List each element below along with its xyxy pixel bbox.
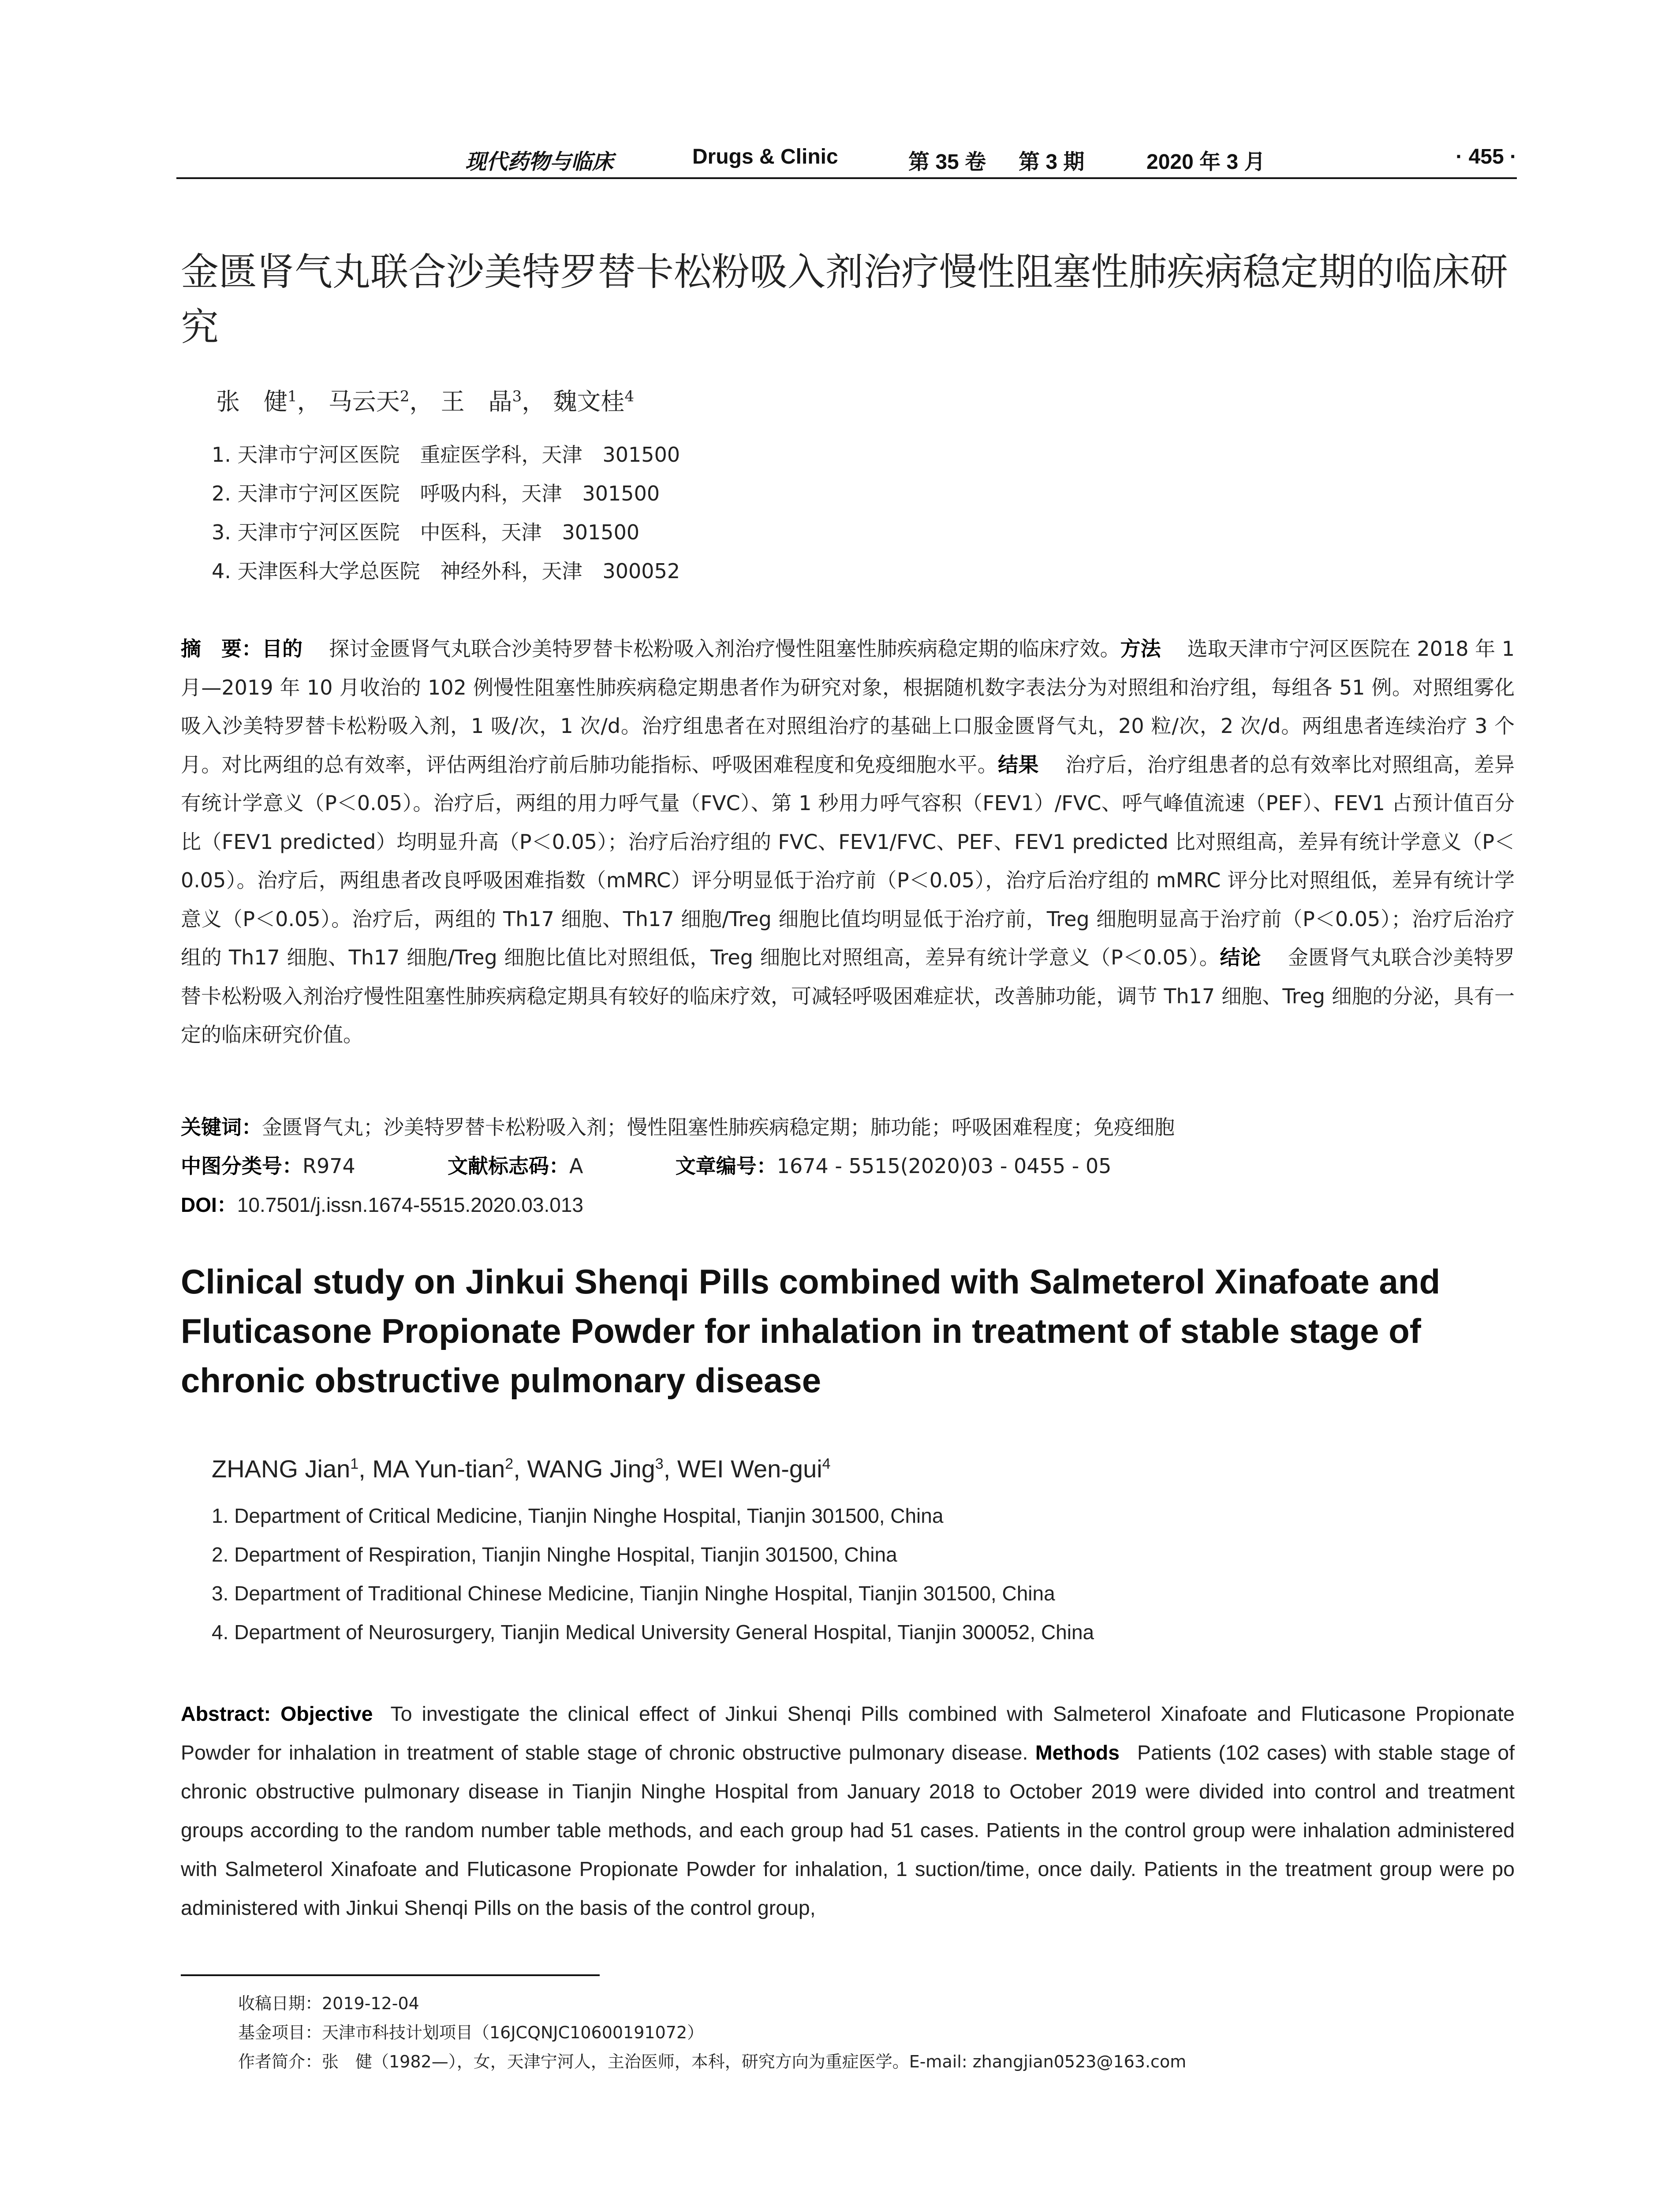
- methods-label: Methods: [1035, 1741, 1120, 1764]
- affiliation-en: 2. Department of Respiration, Tianjin Ninghe Hospital, Tianjin 301500, China: [212, 1543, 897, 1566]
- author-sup: 1: [350, 1455, 359, 1472]
- abstract-en: [181, 1694, 1515, 1927]
- objective-text: To investigate the clinical effect of Jinkui Shenqi Pills combined with Salmeterol Xinafoate and Fluticasone Propionate Powder for inhalation in treatment of stable stage of chronic obstructive pulmonary disease.: [181, 1702, 1515, 1764]
- doi-value: 10.7501/j.issn.1674-5515.2020.03.013: [237, 1193, 583, 1216]
- issue: 第 3 期: [1019, 150, 1085, 174]
- methods-text: 选取天津市宁河区医院在 2018 年 1 月—2019 年 10 月收治的 102 例慢性阻塞性肺疾病稳定期患者作为研究对象，根据随机数字表法分为对照组和治疗组，每组各 51 例。对照组雾化吸入沙美特罗替卡松粉吸入剂，1 吸/次，1 次/d。治疗组患者在对照组治疗的基础上口服金匮肾气丸，20 粒/次，2 次/d。两组患者连续治疗 3 个月。对比两组的总有效率，评估两组治疗前后肺功能指标、呼吸困难程度和免疫细胞水平。: [181, 637, 1515, 777]
- author-sup: 3: [512, 388, 522, 405]
- author-sup: 2: [399, 388, 410, 405]
- affiliation-cn: 1. 天津市宁河区医院 重症医学科，天津 301500: [212, 443, 680, 467]
- affiliation-cn: 4. 天津医科大学总医院 神经外科，天津 300052: [212, 559, 680, 583]
- author-sup: 2: [505, 1455, 514, 1472]
- author-sup: 4: [822, 1455, 831, 1472]
- keywords-text: 金匮肾气丸；沙美特罗替卡松粉吸入剂；慢性阻塞性肺疾病稳定期；肺功能；呼吸困难程度；免疫细胞: [262, 1115, 1175, 1139]
- clc-value: R974: [302, 1154, 355, 1178]
- author-name: 魏文桂: [553, 388, 625, 415]
- results-text: 治疗后，治疗组患者的总有效率比对照组高，差异有统计学意义（P＜0.05）。治疗后，两组的用力呼气量（FVC）、第 1 秒用力呼气容积（FEV1）/FVC、呼气峰值流速（PEF）、FEV1 占预计值百分比（FEV1 predicted）均明显升高（P＜0.05）；治疗后治疗组的 FVC、FEV1/FVC、PEF、FEV1 predicted 比对照组高，差异有统计学意义（P＜0.05）。治疗后，两组患者改良呼吸困难指数（mMRC）评分明显低于治疗前（P＜0.05），治疗后治疗组的 mMRC 评分比对照组低，差异有统计学意义（P＜0.05）。治疗后，两组的 Th17 细胞、Th17 细胞/Treg 细胞比值均明显低于治疗前，Treg 细胞明显高于治疗前（P＜0.05）；治疗后治疗组的 Th17 细胞、Th17 细胞/Treg 细胞比值比对照组低，Treg 细胞比对照组高，差异有统计学意义（P＜0.05）。: [181, 752, 1515, 969]
- footnote-author: 作者简介：张 健（1982—），女，天津宁河人，主治医师，本科，研究方向为重症医学。E-mail: zhangjian0523@163.com: [238, 2052, 1187, 2071]
- author-name: ZHANG Jian: [212, 1455, 351, 1483]
- journal-name-cn: 现代药物与临床: [465, 149, 614, 174]
- author-sup: 4: [624, 388, 635, 405]
- author-name: 张 健: [216, 388, 287, 415]
- article-title-en: Clinical study on Jinkui Shenqi Pills combined with Salmeterol Xinafoate and Fluticasone Propionate Powder for inhalation in treatment of stable stage of chronic obstructive pulmonary disease: [181, 1262, 1441, 1400]
- affiliation-en: 1. Department of Critical Medicine, Tianjin Ninghe Hospital, Tianjin 301500, China: [212, 1504, 944, 1527]
- abstract-cn: [181, 630, 1515, 1054]
- affiliation-cn: 3. 天津市宁河区医院 中医科，天津 301500: [212, 520, 640, 544]
- author-sup: 3: [655, 1455, 664, 1472]
- page-number: · 455 ·: [1456, 145, 1517, 168]
- conclusion-label: 结论: [1220, 946, 1262, 969]
- author-sup: 1: [287, 388, 297, 405]
- clc-label: 中图分类号：: [181, 1154, 302, 1178]
- article-title-cn: 金匮肾气丸联合沙美特罗替卡松粉吸入剂治疗慢性阻塞性肺疾病稳定期的临床研究: [181, 250, 1508, 349]
- affiliation-en: 3. Department of Traditional Chinese Medicine, Tianjin Ninghe Hospital, Tianjin 301500, China: [212, 1582, 1055, 1605]
- keywords-cn: [181, 1111, 1175, 1140]
- running-header: [176, 140, 1517, 176]
- keywords-label: 关键词：: [181, 1115, 262, 1139]
- author-name: WANG Jing: [527, 1455, 655, 1483]
- objective-label: 目的: [262, 637, 303, 661]
- objective-text: 探讨金匮肾气丸联合沙美特罗替卡松粉吸入剂治疗慢性阻塞性肺疾病稳定期的临床疗效。: [329, 637, 1120, 661]
- author-name: 王 晶: [441, 388, 512, 415]
- author-name: 马云天: [328, 388, 400, 415]
- doc-code-value: A: [569, 1154, 583, 1178]
- classification-line: [181, 1150, 1112, 1179]
- author-list-en: ZHANG Jian$^1$, MA Yun-tian$^2$, WANG Jing$^3$, WEI Wen-gui$^4$: [212, 1455, 831, 1483]
- conclusion-text: 金匮肾气丸联合沙美特罗替卡松粉吸入剂治疗慢性阻塞性肺疾病稳定期具有较好的临床疗效，可减轻呼吸困难症状，改善肺功能，调节 Th17 细胞、Treg 细胞的分泌，具有一定的临床研究价值。: [181, 946, 1515, 1046]
- author-name: MA Yun-tian: [372, 1455, 505, 1483]
- affiliation-cn: 2. 天津市宁河区医院 呼吸内科，天津 301500: [212, 482, 660, 505]
- methods-text: Patients (102 cases) with stable stage of chronic obstructive pulmonary disease in Tianjin Ninghe Hospital from January 2018 to October 2019 were divided into control and treatment groups according to the random number table methods, and each group had 51 cases. Patients in the control group were inhalation administered with Salmeterol Xinafoate and Fluticasone Propionate Powder for inhalation, 1 suction/time, once daily. Patients in the treatment group were po administered with Jinkui Shenqi Pills on the basis of the control group,: [181, 1741, 1515, 1919]
- volume: 第 35 卷: [908, 150, 986, 174]
- doc-code-label: 文献标志码：: [448, 1154, 570, 1178]
- doi-label: DOI：: [181, 1193, 237, 1216]
- issue-date: 2020 年 3 月: [1146, 150, 1266, 174]
- methods-label: 方法: [1120, 637, 1161, 661]
- abstract-objective-label: Abstract: Objective: [181, 1702, 373, 1725]
- affiliation-en: 4. Department of Neurosurgery, Tianjin Medical University General Hospital, Tianjin 300052, China: [212, 1621, 1094, 1644]
- doi-line: [181, 1189, 583, 1218]
- footnote-received: 收稿日期：2019-12-04: [238, 1994, 419, 2013]
- header-rule: [176, 177, 1517, 179]
- article-number-label: 文章编号：: [675, 1154, 777, 1178]
- abstract-label: 摘 要：: [181, 637, 262, 661]
- author-list-cn: 张 健$^1$， 马云天$^2$， 王 晶$^3$， 魏文桂$^4$: [216, 388, 635, 415]
- article-number-value: 1674 - 5515(2020)03 - 0455 - 05: [777, 1154, 1112, 1178]
- author-name: WEI Wen-gui: [677, 1455, 822, 1483]
- footnote-fund: 基金项目：天津市科技计划项目（16JCQNJC10600191072）: [238, 2023, 704, 2042]
- journal-name-en: Drugs & Clinic: [692, 145, 838, 168]
- footnote-rule: [181, 1974, 600, 1976]
- results-label: 结果: [998, 752, 1039, 777]
